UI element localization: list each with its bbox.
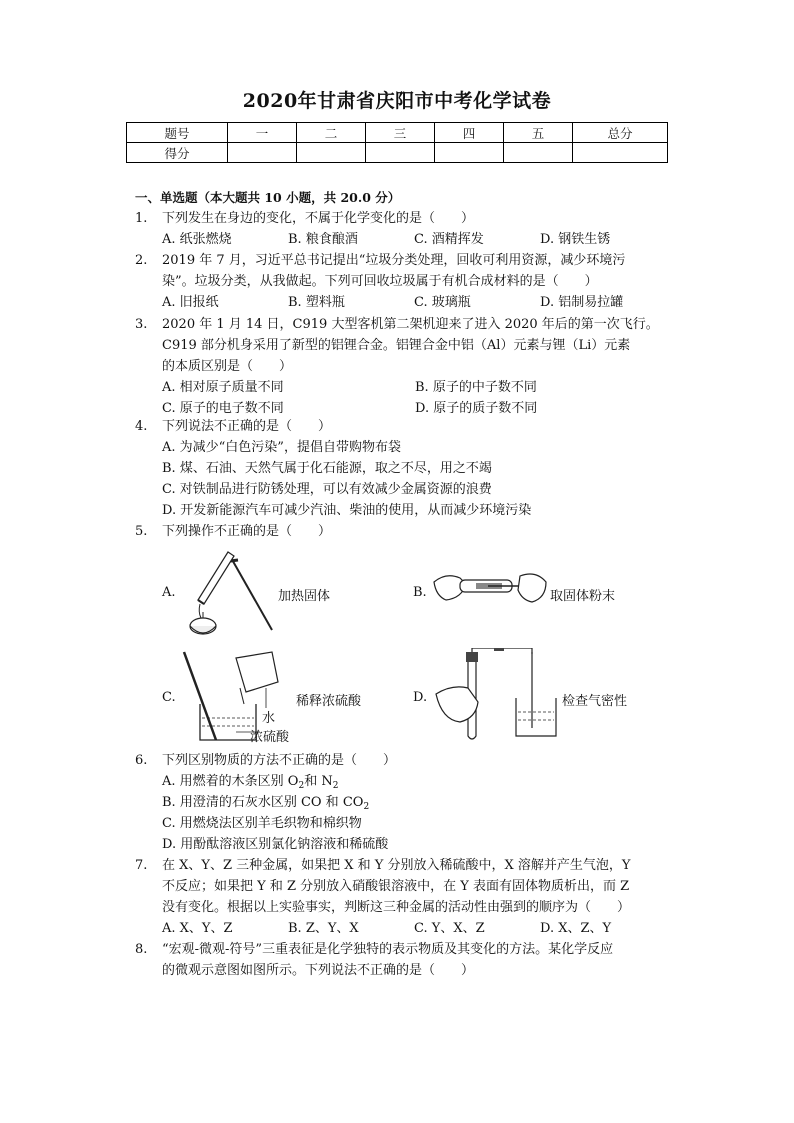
figure-a-caption: 加热固体	[278, 589, 331, 604]
score-blank-cell	[573, 143, 668, 163]
question-stem: 下列操作不正确的是（ ）	[162, 524, 332, 539]
option-b: B. 用澄清的石灰水区别 CO 和 $CO_2$	[162, 795, 370, 812]
score-cell: 五	[504, 123, 573, 143]
question-number: 2.	[135, 253, 148, 268]
question-stem-line: 不反应；如果把 Y 和 Z 分别放入硝酸银溶液中，在 Y 表面有固体物质析出，而 Z	[162, 879, 630, 894]
figure-b-letter: B.	[413, 585, 427, 600]
figure-d-letter: D.	[413, 690, 428, 705]
question-stem-line: 的微观示意图如图所示。下列说法不正确的是（ ）	[162, 963, 475, 978]
question-number: 4.	[135, 419, 148, 434]
figure-b-caption: 取固体粉末	[550, 589, 616, 604]
score-cell: 总分	[573, 123, 668, 143]
figure-d-caption: 检查气密性	[562, 694, 628, 709]
heating-solid-figure	[180, 548, 280, 640]
option-c: C. Y、X、Z	[414, 921, 485, 936]
option-a: A. 纸张燃烧	[162, 232, 232, 247]
section-heading: 一、单选题（本大题共 10 小题，共 20.0 分）	[135, 190, 401, 205]
option-a: A. X、Y、Z	[162, 921, 233, 936]
figure-c-acid-label: 浓硫酸	[250, 730, 290, 745]
option-a: A. 旧报纸	[162, 295, 219, 310]
option-b: B. 粮食酿酒	[288, 232, 358, 247]
figure-c-water-label: 水	[262, 711, 276, 726]
question-number: 5.	[135, 524, 148, 539]
score-blank-cell	[228, 143, 297, 163]
score-cell: 一	[228, 123, 297, 143]
option-d: D. 钢铁生锈	[540, 232, 611, 247]
score-blank-cell	[366, 143, 435, 163]
option-b: B. 原子的中子数不同	[415, 380, 537, 395]
figure-c-caption: 稀释浓硫酸	[296, 694, 362, 709]
question-stem-line: 染”。垃圾分类，从我做起。下列可回收垃圾属于有机合成材料的是（ ）	[162, 274, 598, 289]
question-number: 6.	[135, 753, 148, 768]
question-stem-line: 的本质区别是（ ）	[162, 359, 293, 374]
score-cell: 二	[297, 123, 366, 143]
question-number: 8.	[135, 942, 148, 957]
option-d: D. 用酚酞溶液区别氯化钠溶液和稀硫酸	[162, 837, 389, 852]
question-stem-line: 2019 年 7 月，习近平总书记提出“垃圾分类处理，回收可利用资源，减少环境污	[162, 253, 626, 268]
score-cell: 题号	[127, 123, 228, 143]
question-stem-line: 在 X、Y、Z 三种金属，如果把 X 和 Y 分别放入稀硫酸中，X 溶解并产生气泡，Y	[162, 858, 631, 873]
question-stem: 下列发生在身边的变化，不属于化学变化的是（ ）	[162, 211, 475, 226]
option-b: B. Z、Y、X	[288, 921, 359, 936]
score-blank-cell	[435, 143, 504, 163]
figure-c-letter: C.	[162, 690, 176, 705]
option-a: A. 用燃着的木条区别 $O_2$和 $N_2$	[162, 774, 339, 791]
taking-powder-figure	[432, 564, 548, 610]
option-c: C. 玻璃瓶	[414, 295, 471, 310]
question-number: 3.	[135, 317, 148, 332]
score-cell: 四	[435, 123, 504, 143]
question-stem-line: 没有变化。根据以上实验事实，判断这三种金属的活动性由强到的顺序为（ ）	[162, 900, 631, 915]
option-b: B. 塑料瓶	[288, 295, 345, 310]
score-row-label: 得分	[127, 143, 228, 163]
option-a: A. 相对原子质量不同	[162, 380, 284, 395]
question-number: 7.	[135, 858, 148, 873]
exam-title: 2020年甘肃省庆阳市中考化学试卷	[242, 90, 552, 112]
question-number: 1.	[135, 211, 148, 226]
score-blank-cell	[297, 143, 366, 163]
question-stem-line: 2020 年 1 月 14 日，C919 大型客机第二架机迎来了进入 2020 年后的第一次飞行。	[162, 317, 659, 332]
question-stem-line: “宏观-微观-符号”三重表征是化学独特的表示物质及其变化的方法。某化学反应	[162, 942, 614, 957]
option-c: C. 对铁制品进行防锈处理，可以有效减少金属资源的浪费	[162, 482, 492, 497]
option-d: D. X、Z、Y	[540, 921, 612, 936]
option-c: C. 酒精挥发	[414, 232, 484, 247]
option-d: D. 原子的质子数不同	[415, 401, 538, 416]
figure-a-letter: A.	[162, 585, 176, 600]
score-table-header-row	[127, 123, 668, 143]
option-b: B. 煤、石油、天然气属于化石能源，取之不尽，用之不竭	[162, 461, 492, 476]
option-d: D. 铝制易拉罐	[540, 295, 624, 310]
airtightness-figure	[432, 648, 562, 744]
score-table-score-row	[127, 143, 668, 163]
question-stem: 下列说法不正确的是（ ）	[162, 419, 332, 434]
option-d: D. 开发新能源汽车可减少汽油、柴油的使用，从而减少环境污染	[162, 503, 532, 518]
score-table	[126, 122, 668, 163]
question-stem: 下列区别物质的方法不正确的是（ ）	[162, 753, 397, 768]
question-stem-line: C919 部分机身采用了新型的铝锂合金。铝锂合金中铝（Al）元素与锂（Li）元素	[162, 338, 631, 353]
option-c: C. 原子的电子数不同	[162, 401, 284, 416]
score-cell: 三	[366, 123, 435, 143]
score-blank-cell	[504, 143, 573, 163]
option-c: C. 用燃烧法区别羊毛织物和棉织物	[162, 816, 362, 831]
option-a: A. 为减少“白色污染”，提倡自带购物布袋	[162, 440, 401, 455]
